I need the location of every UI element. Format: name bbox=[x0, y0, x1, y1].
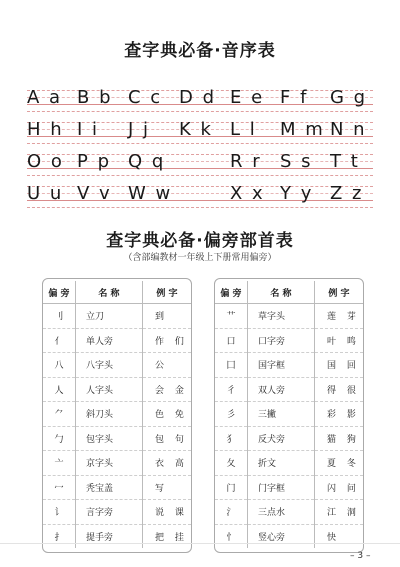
name-cell: 国字框 bbox=[248, 353, 315, 378]
alphabet-row bbox=[27, 182, 373, 214]
letter-pair: G g bbox=[330, 87, 368, 108]
letter-pair: L l bbox=[230, 119, 257, 140]
example-cell: 国 回 bbox=[315, 353, 364, 378]
table-row bbox=[43, 353, 191, 378]
table-header-row bbox=[215, 281, 363, 304]
alphabet-chart bbox=[27, 86, 373, 214]
page-number: – 3 – bbox=[350, 551, 371, 561]
radical-cell: 门 bbox=[215, 475, 248, 500]
radical-cell: 讠 bbox=[43, 500, 76, 525]
radical-cell: 口 bbox=[215, 328, 248, 353]
radical-cell: 彡 bbox=[215, 402, 248, 427]
name-cell: 三撇 bbox=[248, 402, 315, 427]
header-example: 例 字 bbox=[315, 281, 364, 304]
radical-cell: 囗 bbox=[215, 353, 248, 378]
radical-cell: 八 bbox=[43, 353, 76, 378]
table-row bbox=[43, 402, 191, 427]
table-row bbox=[215, 500, 363, 525]
radical-cell: ⺈ bbox=[43, 402, 76, 427]
radical-cell: 亻 bbox=[43, 328, 76, 353]
letter-pair: V v bbox=[77, 183, 112, 204]
name-cell: 京字头 bbox=[76, 451, 143, 476]
letter-pair: Y y bbox=[280, 183, 314, 204]
letter-pair: O o bbox=[27, 151, 64, 172]
header-name: 名 称 bbox=[248, 281, 315, 304]
letter-pair: F f bbox=[280, 87, 309, 108]
example-cell: 到 bbox=[143, 304, 192, 329]
radical-cell: 冖 bbox=[43, 475, 76, 500]
name-cell: 八字头 bbox=[76, 353, 143, 378]
letter-pair: W w bbox=[128, 183, 173, 204]
letter-pair: Q q bbox=[128, 151, 166, 172]
alphabet-row bbox=[27, 118, 373, 150]
table-row bbox=[43, 304, 191, 329]
radical-title: 查字典必备·偏旁部首表 bbox=[106, 231, 294, 251]
example-cell: 得 很 bbox=[315, 377, 364, 402]
table-row bbox=[215, 524, 363, 548]
example-cell: 写 bbox=[143, 475, 192, 500]
radical-cell: 刂 bbox=[43, 304, 76, 329]
radical-cell: 彳 bbox=[215, 377, 248, 402]
left-table-body bbox=[43, 304, 191, 549]
example-cell: 说 课 bbox=[143, 500, 192, 525]
radical-cell: 勹 bbox=[43, 426, 76, 451]
table-row bbox=[43, 328, 191, 353]
name-cell: 竖心旁 bbox=[248, 524, 315, 548]
header-name: 名 称 bbox=[76, 281, 143, 304]
letter-pair: S s bbox=[280, 151, 313, 172]
letter-pair: Z z bbox=[330, 183, 364, 204]
example-cell: 衣 高 bbox=[143, 451, 192, 476]
radical-cell: 人 bbox=[43, 377, 76, 402]
letter-pair: T t bbox=[330, 151, 360, 172]
table-row bbox=[215, 328, 363, 353]
radical-cell: 夂 bbox=[215, 451, 248, 476]
table-row bbox=[43, 524, 191, 548]
table-row bbox=[43, 451, 191, 476]
table-row bbox=[215, 451, 363, 476]
letter-pair: E e bbox=[230, 87, 265, 108]
radical-cell: 艹 bbox=[215, 304, 248, 329]
radical-table-left bbox=[42, 278, 192, 553]
name-cell: 秃宝盖 bbox=[76, 475, 143, 500]
radical-cell: 犭 bbox=[215, 426, 248, 451]
alphabet-title: 查字典必备·音序表 bbox=[124, 41, 276, 61]
example-cell: 会 金 bbox=[143, 377, 192, 402]
table-row bbox=[43, 475, 191, 500]
radical-cell: 忄 bbox=[215, 524, 248, 548]
header-radical: 偏 旁 bbox=[215, 281, 248, 304]
letter-pair: H h bbox=[27, 119, 64, 140]
example-cell: 色 免 bbox=[143, 402, 192, 427]
alphabet-row bbox=[27, 86, 373, 118]
letter-pair: I i bbox=[77, 119, 100, 140]
name-cell: 包字头 bbox=[76, 426, 143, 451]
example-cell: 把 挂 bbox=[155, 532, 188, 543]
letter-pair: P p bbox=[77, 151, 112, 172]
example-cell: 猫 狗 bbox=[315, 426, 364, 451]
header-example: 例 字 bbox=[143, 281, 192, 304]
radical-table-right bbox=[214, 278, 364, 553]
example-cell: 叶 鸣 bbox=[315, 328, 364, 353]
header-radical: 偏 旁 bbox=[43, 281, 76, 304]
name-cell: 门字框 bbox=[248, 475, 315, 500]
table-row bbox=[43, 426, 191, 451]
table-row bbox=[215, 475, 363, 500]
name-cell: 人字头 bbox=[76, 377, 143, 402]
letter-pair: D d bbox=[179, 87, 217, 108]
table-row bbox=[215, 426, 363, 451]
example-cell: 包 句 bbox=[143, 426, 192, 451]
table-row bbox=[215, 304, 363, 329]
radical-subtitle: （含部编教材一年级上下册常用偏旁） bbox=[123, 253, 277, 263]
letter-pair: M m bbox=[280, 119, 325, 140]
example-cell: 快 bbox=[327, 532, 341, 543]
table-row bbox=[215, 402, 363, 427]
letter-pair: K k bbox=[179, 119, 213, 140]
example-cell: 作 们 bbox=[143, 328, 192, 353]
example-cell: 江 洞 bbox=[315, 500, 364, 525]
letter-pair: J j bbox=[128, 119, 151, 140]
name-cell: 双人旁 bbox=[248, 377, 315, 402]
name-cell: 斜刀头 bbox=[76, 402, 143, 427]
name-cell: 提手旁 bbox=[76, 524, 143, 548]
name-cell: 言字旁 bbox=[76, 500, 143, 525]
letter-pair: R r bbox=[230, 151, 262, 172]
letter-pair: B b bbox=[77, 87, 113, 108]
letter-pair: X x bbox=[230, 183, 265, 204]
radical-cell: 氵 bbox=[215, 500, 248, 525]
radical-cell: 亠 bbox=[43, 451, 76, 476]
name-cell: 三点水 bbox=[248, 500, 315, 525]
table-header-row bbox=[43, 281, 191, 304]
example-cell: 夏 冬 bbox=[315, 451, 364, 476]
example-cell: 公 bbox=[143, 353, 192, 378]
letter-pair: C c bbox=[128, 87, 163, 108]
name-cell: 反犬旁 bbox=[248, 426, 315, 451]
right-table-body bbox=[215, 304, 363, 549]
letter-pair: U u bbox=[27, 183, 64, 204]
table-row bbox=[215, 353, 363, 378]
letter-pair: N n bbox=[330, 119, 367, 140]
radical-cell: 扌 bbox=[43, 524, 76, 548]
table-row bbox=[43, 500, 191, 525]
name-cell: 立刀 bbox=[76, 304, 143, 329]
letter-pair: A a bbox=[27, 87, 63, 108]
name-cell: 折文 bbox=[248, 451, 315, 476]
alphabet-row bbox=[27, 150, 373, 182]
name-cell: 草字头 bbox=[248, 304, 315, 329]
name-cell: 单人旁 bbox=[76, 328, 143, 353]
table-row bbox=[43, 377, 191, 402]
table-row bbox=[215, 377, 363, 402]
footer-divider bbox=[0, 543, 400, 544]
example-cell: 莲 芽 bbox=[315, 304, 364, 329]
example-cell: 闪 问 bbox=[315, 475, 364, 500]
name-cell: 口字旁 bbox=[248, 328, 315, 353]
example-cell: 彩 影 bbox=[315, 402, 364, 427]
